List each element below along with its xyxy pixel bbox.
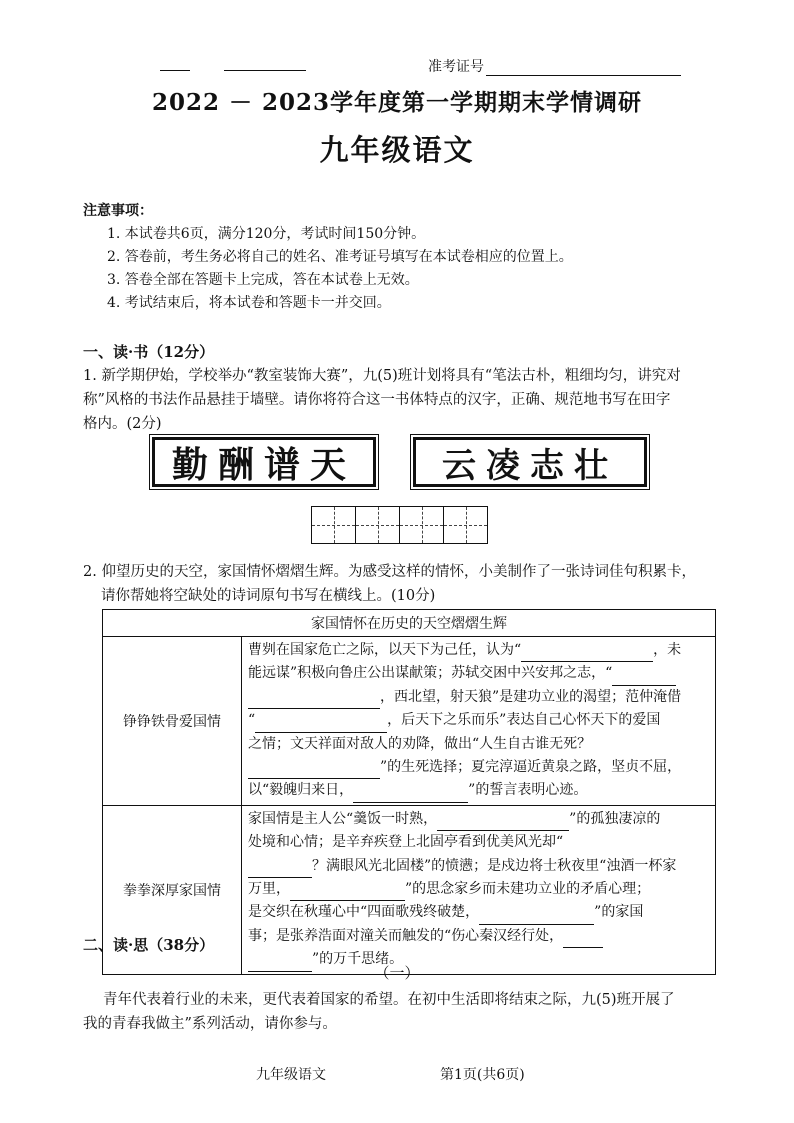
answer-blank[interactable]: [479, 910, 594, 925]
exam-title: 2022 － 2023学年度第一学期期末学情调研: [151, 89, 643, 116]
notice-item: 3. 答卷全部在答题卡上完成，答在本试卷上无效。: [107, 272, 419, 288]
answer-blank[interactable]: [248, 694, 380, 709]
answer-blank[interactable]: [437, 816, 569, 831]
fill-line: ”的生死选择；夏完淳逼近黄泉之路，坚贞不屈，: [248, 756, 709, 779]
notice-item: 1. 本试卷共6页，满分120分，考试时间150分钟。: [107, 226, 426, 242]
q2-text: [83, 560, 733, 608]
section2-part: （一）: [374, 964, 420, 982]
fill-line: 家国情是主人公“羹饭一时熟， ”的孤独凄凉的: [248, 808, 709, 831]
answer-blank[interactable]: [290, 886, 405, 901]
intro-line: 青年代表着行业的未来，更代表着国家的希望。在初中生活即将结束之际，九(5)班开展了: [103, 992, 675, 1008]
footer-subject: 九年级语文: [256, 1067, 326, 1083]
poetry-card-table: [102, 609, 716, 975]
fill-line: 之情；文天祥面对敌人的劝降，做出“人生自古谁无死？: [248, 735, 592, 752]
tianzige-cell[interactable]: [356, 507, 400, 543]
section2-heading: 二、读·思（38分）: [83, 936, 215, 954]
notice-item: 4. 考试结束后，将本试卷和答题卡一并交回。: [107, 295, 391, 311]
footer-page-number: 第1页(共6页): [440, 1067, 525, 1083]
tianzige-cell[interactable]: [400, 507, 444, 543]
exam-id-field: [428, 56, 681, 76]
fill-line: 事；是张养浩面对潼关而触发的“伤心秦汉经行处，: [248, 925, 709, 948]
category-cell: 铮铮铁骨爱国情: [103, 637, 242, 806]
section2-intro: [83, 988, 743, 1036]
section1-heading: 一、读·书（12分）: [83, 343, 215, 361]
fill-cell: [242, 805, 716, 974]
fill-line: 万里， ”的思念家乡而未建功立业的矛盾心理；: [248, 878, 709, 901]
answer-blank[interactable]: [248, 764, 380, 779]
exam-id-label: 准考证号: [428, 59, 484, 75]
tianzige-grid: [311, 506, 488, 544]
answer-blank[interactable]: [612, 671, 676, 686]
notice-heading: 注意事项：: [83, 203, 153, 219]
tianzige-cell[interactable]: [312, 507, 356, 543]
tianzige-cell[interactable]: [444, 507, 487, 543]
q2-line: 2. 仰望历史的天空，家国情怀熠熠生辉。为感受这样的情怀，小美制作了一张诗词佳句积累卡，: [83, 564, 696, 580]
exam-subtitle: 九年级语文: [319, 133, 475, 167]
q1-line: 1. 新学期伊始，学校举办“教室装饰大赛”，九(5)班计划将具有“笔法古朴，粗细均匀，讲究对: [83, 368, 681, 384]
notice-item: 2. 答卷前，考生务必将自己的姓名、准考证号填写在本试卷相应的位置上。: [107, 249, 573, 265]
fill-line: 处境和心情；是辛弃疾登上北固亭看到优美风光却“: [248, 834, 564, 851]
calligraphy-seal-script: 勤酬谱天: [152, 437, 376, 487]
name-line: [160, 70, 190, 71]
fill-line: 能远谋”积极向鲁庄公出谋献策；苏轼交困中兴安邦之志，“: [248, 662, 709, 685]
fill-cell: [242, 637, 716, 806]
calligraphy-regular-script: 云凌志壮: [413, 437, 647, 487]
q1-line: 称”风格的书法作品悬挂于墙壁。请你将符合这一书体特点的汉字，正确、规范地书写在田字: [83, 392, 671, 408]
fill-line: ，西北望，射天狼”是建功立业的渴望；范仲淹借: [248, 686, 709, 709]
q1-line: 格内。(2分): [83, 416, 162, 432]
fill-line: 曹刿在国家危亡之际，以天下为己任，认为“ ，未: [248, 639, 709, 662]
fill-line: ？满眼风光北固楼”的愤懑；是戍边将士秋夜里“浊酒一杯家: [248, 855, 709, 878]
answer-blank[interactable]: [255, 718, 387, 733]
fill-line: 以“毅魄归来日， ”的誓言表明心迹。: [248, 779, 709, 802]
fill-line: ”的万千思绪。: [248, 948, 709, 971]
q2-line: 请你帮她将空缺处的诗词原句书写在横线上。(10分): [101, 588, 436, 604]
table-title: 家国情怀在历史的天空熠熠生辉: [103, 610, 716, 637]
category-cell: 拳拳深厚家国情: [103, 805, 242, 974]
answer-blank[interactable]: [521, 647, 653, 662]
answer-blank[interactable]: [353, 788, 468, 803]
class-line: [224, 70, 306, 71]
answer-blank[interactable]: [563, 933, 603, 948]
q1-text: [83, 364, 723, 436]
answer-blank[interactable]: [248, 863, 312, 878]
intro-line: 我的青春我做主”系列活动，请你参与。: [83, 1016, 337, 1032]
fill-line: “ ，后天下之乐而乐”表达自己心怀天下的爱国: [248, 709, 709, 732]
fill-line: 是交织在秋瑾心中“四面歌残终破楚， ”的家国: [248, 901, 709, 924]
